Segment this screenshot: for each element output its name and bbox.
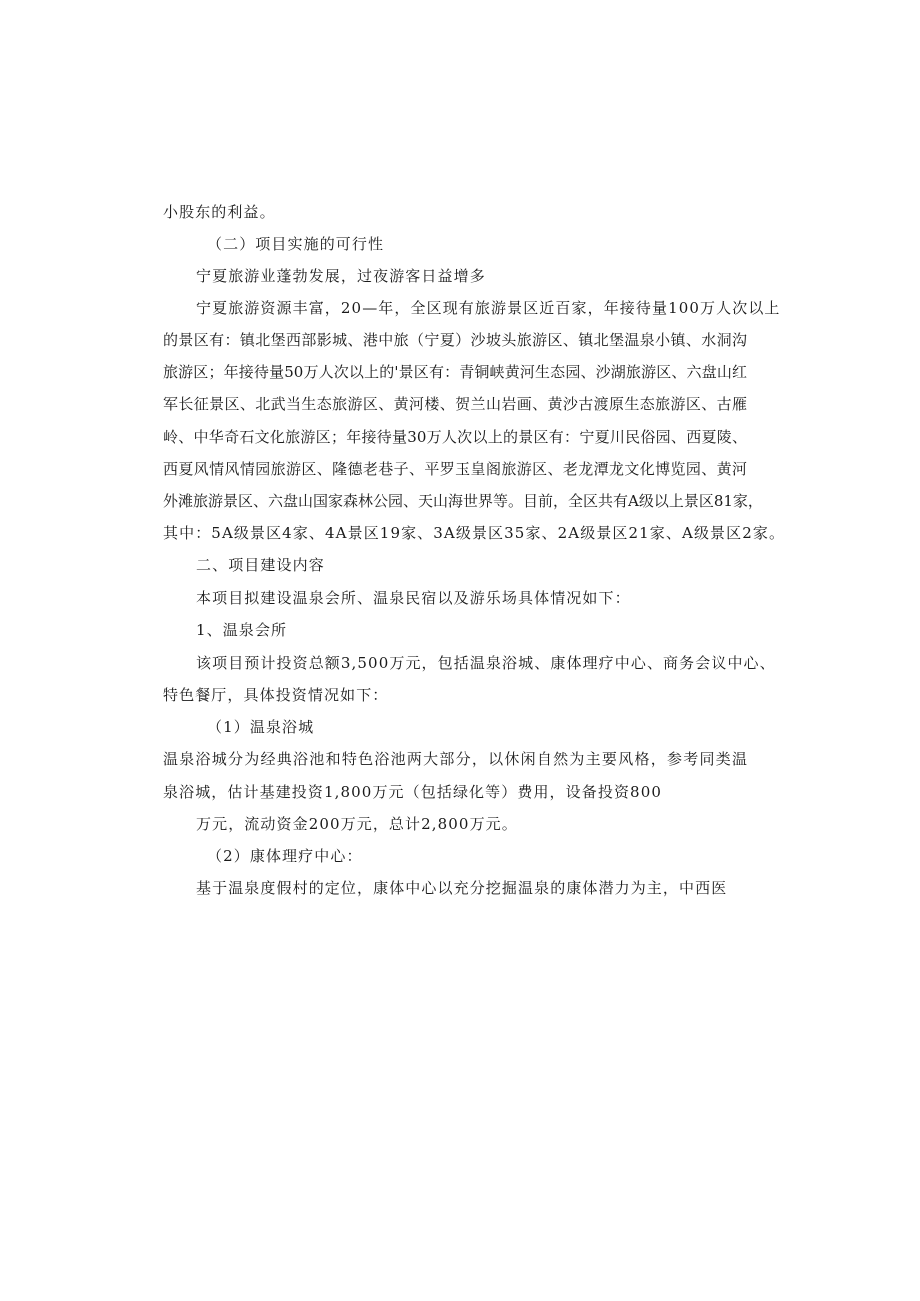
text-line: 旅游区；年接待量50万人次以上的'景区有：青铜峡黄河生态园、沙湖旅游区、六盘山红 xyxy=(163,363,747,381)
text-line: 军长征景区、北武当生态旅游区、黄河楼、贺兰山岩画、黄沙古渡原生态旅游区、古雁 xyxy=(163,395,747,413)
text-line: 温泉浴城分为经典浴池和特色浴池两大部分，以休闲自然为主要风格，参考同类温 xyxy=(163,750,747,768)
subsection-heading: 1、温泉会所 xyxy=(196,621,288,639)
text-line: 本项目拟建设温泉会所、温泉民宿以及游乐场具体情况如下： xyxy=(196,589,631,607)
text-line: 该项目预计投资总额3,500万元，包括温泉浴城、康体理疗中心、商务会议中心、 xyxy=(196,654,776,672)
text-line: 的景区有：镇北堡西部影城、港中旅（宁夏）沙坡头旅游区、镇北堡温泉小镇、水洞沟 xyxy=(163,331,747,349)
text-line: 基于温泉度假村的定位，康体中心以充分挖掘温泉的康体潜力为主，中西医 xyxy=(196,879,728,897)
subsection-heading: （1）温泉浴城 xyxy=(207,718,315,736)
section-heading: 二、项目建设内容 xyxy=(196,556,325,574)
text-line: 万元，流动资金200万元，总计2,800万元。 xyxy=(196,815,518,833)
section-heading: （二）项目实施的可行性 xyxy=(207,235,385,253)
text-line: 岭、中华奇石文化旅游区；年接待量30万人次以上的景区有：宁夏川民俗园、西夏陵、 xyxy=(163,428,747,446)
text-line: 外滩旅游景区、六盘山国家森林公园、天山海世界等。目前，全区共有A级以上景区81家， xyxy=(163,492,763,510)
text-line: 泉浴城，估计基建投资1,800万元（包括绿化等）费用，设备投资800 xyxy=(163,783,662,801)
text-line: 西夏风情风情园旅游区、隆德老巷子、平罗玉皇阁旅游区、老龙潭龙文化博览园、黄河 xyxy=(163,460,747,478)
subsection-heading: （2）康体理疗中心： xyxy=(207,847,363,865)
text-line: 特色餐厅，具体投资情况如下： xyxy=(163,686,389,704)
text-line: 其中：5A级景区4家、4A景区19家、3A级景区35家、2A级景区21家、A级景区2家。 xyxy=(163,524,786,542)
text-line: 小股东的利益。 xyxy=(163,203,276,221)
text-line: 宁夏旅游资源丰富，20—年，全区现有旅游景区近百家，年接待量100万人次以上 xyxy=(196,299,781,317)
paragraph-heading: 宁夏旅游业蓬勃发展，过夜游客日益增多 xyxy=(196,267,486,285)
